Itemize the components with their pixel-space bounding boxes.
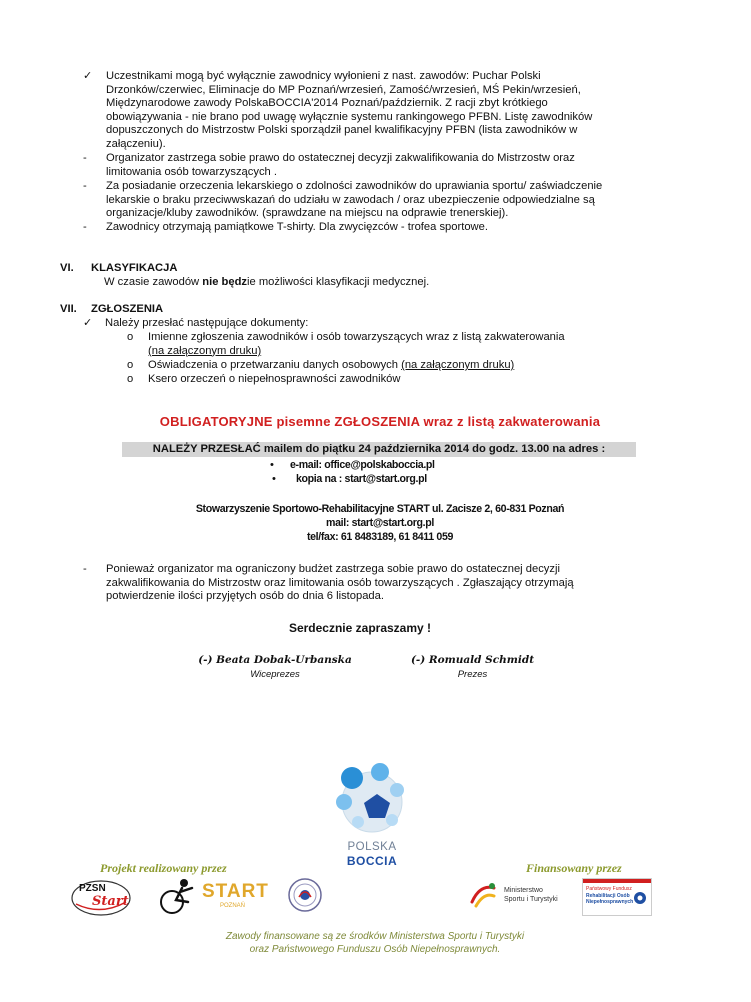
funding-note-line: oraz Państwowego Funduszu Osób Niepełnosprawnych. xyxy=(249,943,501,955)
ministry-line2: Sportu i Turystyki xyxy=(504,896,558,903)
text-line: zakwalifikowania do Mistrzostw oraz limitowania osób towarzyszących . Zgłaszający otrzymają xyxy=(106,576,574,589)
circle-bullet: o xyxy=(127,331,134,343)
section-vii-number: VII. xyxy=(60,303,77,315)
doc-item xyxy=(127,331,627,358)
text-line: Uczestnikami mogą być wyłącznie zawodnicy wyłonieni z nast. zawodów: Puchar Polski xyxy=(106,70,541,82)
obligatory-heading: OBLIGATORYJNE pisemne ZGŁOSZENIA wraz z listą zakwaterowania xyxy=(159,414,601,429)
circle-emblem-logo xyxy=(287,877,323,913)
ministry-logo xyxy=(468,880,568,912)
organization-phone: tel/fax: 61 8483189, 61 8411 059 xyxy=(306,531,454,543)
logo-word-polska: POLSKA xyxy=(347,840,397,853)
signature-vice-president xyxy=(180,654,370,681)
pfron-line1: Państwowy Fundusz xyxy=(586,886,632,892)
attached-form-link[interactable]: (na załączonym druku) xyxy=(401,359,515,371)
dot-bullet: • xyxy=(270,459,274,471)
doc-text: Ksero orzeczeń o niepełnosprawności zawodników xyxy=(148,373,401,385)
medical-certificate-item xyxy=(83,180,658,221)
text-line: obowiązywania - nie brano pod uwagę wyłącznie systemu rankingowego PFBN. Listę zawodników xyxy=(106,110,593,123)
ministry-line1: Ministerstwo xyxy=(504,887,543,894)
signature-role: Wiceprezes xyxy=(250,668,300,680)
funding-note xyxy=(150,931,600,956)
text-line: Za posiadanie orzeczenia lekarskiego o zdolności zawodników do uprawiania sportu/ zaświadczenie xyxy=(106,180,603,192)
pfron-emblem-icon xyxy=(633,891,647,905)
text-span: nie będz xyxy=(202,276,248,288)
boccia-ball-icon xyxy=(322,758,422,836)
text-line: dopuszczonych do Mistrzostw Polski sporządził panel kwalifikacyjny PFBN (lista zawodników w xyxy=(106,124,578,137)
pfron-line3: Niepełnosprawnych xyxy=(586,899,634,905)
signature-role: Prezes xyxy=(457,668,488,680)
email-address[interactable]: e-mail: office@polskaboccia.pl xyxy=(290,459,435,471)
email-line xyxy=(270,459,435,473)
pfron-logo xyxy=(582,878,652,916)
circle-bullet: o xyxy=(127,373,134,385)
text-line: Ponieważ organizator ma ograniczony budżet zastrzega sobie prawo do ostatecznej decyzji xyxy=(106,563,560,575)
text-line: potwierdzenie ilości przyjętych osób do dnia 6 listopada. xyxy=(106,590,384,603)
doc-item xyxy=(127,373,627,387)
dash-bullet: - xyxy=(83,563,87,575)
start-poznan-logo xyxy=(158,876,273,916)
signature-name: (-) Romuald Schmidt xyxy=(410,654,535,666)
eligibility-item xyxy=(83,70,658,152)
dash-bullet: - xyxy=(83,152,87,164)
organization-address: Stowarzyszenie Sportowo-Rehabilitacyjne START ul. Zacisze 2, 60-831 Poznań xyxy=(195,503,565,515)
text-line: lekarskie o braku przeciwwskazań do udziału w zawodach / oraz ubezpieczenie odpowiedzialne są xyxy=(106,193,595,206)
copy-email-address[interactable]: kopia na : start@start.org.pl xyxy=(296,473,427,485)
section-vi-text xyxy=(104,276,429,290)
pzsn-text: PZSN xyxy=(79,883,106,894)
section-vii-title: ZGŁOSZENIA xyxy=(91,303,164,315)
text-line: załączeniu). xyxy=(106,137,166,150)
email-copy-line xyxy=(272,473,427,487)
ministry-emblem-icon xyxy=(468,880,498,910)
budget-notice xyxy=(83,563,658,604)
doc-text: Oświadczenia o przetwarzaniu danych osobowych xyxy=(148,359,402,371)
start-script-text: Start xyxy=(92,894,129,909)
text-line: Drzonków/czerwiec, Eliminacje do MP Poznań/wrzesień, Zamość/wrzesień, MŚ Pekin/wrzesień, xyxy=(106,83,581,96)
dash-bullet: - xyxy=(83,180,87,192)
dash-bullet: - xyxy=(83,221,87,233)
financed-by-label: Finansowany przez xyxy=(526,861,622,875)
tshirt-item xyxy=(83,221,658,235)
attached-form-link[interactable]: (na załączonym druku) xyxy=(148,344,262,357)
text-line: organizacje/kluby zawodników. (sprawdzane na miejscu na odprawie trenerskiej). xyxy=(106,207,509,220)
text-line: Międzynarodowe zawody PolskaBOCCIA'2014 Poznań/październik. Z racji zbyt krótkiego xyxy=(106,97,548,110)
eligibility-text xyxy=(106,70,658,152)
project-realized-by-label: Projekt realizowany przez xyxy=(100,861,227,875)
section-vi-number: VI. xyxy=(60,262,74,274)
section-vi-title: KLASYFIKACJA xyxy=(91,262,178,274)
checkmark-icon: ✓ xyxy=(83,317,93,329)
signature-president xyxy=(385,654,560,681)
organizer-reserve-item xyxy=(83,152,658,179)
doc-text: Imienne zgłoszenia zawodników i osób towarzyszących wraz z listą zakwaterowania xyxy=(148,331,565,343)
organization-mail[interactable]: mail: start@start.org.pl xyxy=(326,517,434,529)
checkmark-icon: ✓ xyxy=(83,70,93,82)
pfron-red-band xyxy=(583,879,651,883)
pfron-line2: Rehabilitacji Osób xyxy=(586,893,630,899)
text-span: W czasie zawodów xyxy=(104,276,203,288)
logo-word-boccia: BOCCIA xyxy=(346,853,398,868)
wheelchair-athlete-icon xyxy=(158,876,198,916)
text-line: Zawodnicy otrzymają pamiątkowe T-shirty. Dla zwycięzców - trofea sportowe. xyxy=(106,221,488,233)
dot-bullet: • xyxy=(272,473,276,485)
text-line: limitowania osób towarzyszących . xyxy=(106,165,277,178)
signature-name: (-) Beata Dobak-Urbanska xyxy=(198,654,352,666)
polska-boccia-logo xyxy=(322,758,422,868)
greeting: Serdecznie zapraszamy ! xyxy=(288,621,432,635)
send-deadline-bar: NALEŻY PRZESŁAĆ mailem do piątku 24 października 2014 do godz. 13.00 na adres : xyxy=(122,442,636,457)
doc-item xyxy=(127,359,627,373)
start-word: START xyxy=(202,881,269,902)
poznan-word: POZNAŃ xyxy=(220,903,246,909)
documents-intro: Należy przesłać następujące dokumenty: xyxy=(105,317,309,329)
funding-note-line: Zawody finansowane są ze środków Ministerstwa Sportu i Turystyki xyxy=(225,931,525,942)
pzsn-start-logo xyxy=(70,878,132,918)
text-span: ie możliwości klasyfikacji medycznej. xyxy=(247,276,430,288)
circle-bullet: o xyxy=(127,359,134,371)
text-line: Organizator zastrzega sobie prawo do ostatecznej decyzji zakwalifikowania do Mistrzostw oraz xyxy=(106,152,575,164)
